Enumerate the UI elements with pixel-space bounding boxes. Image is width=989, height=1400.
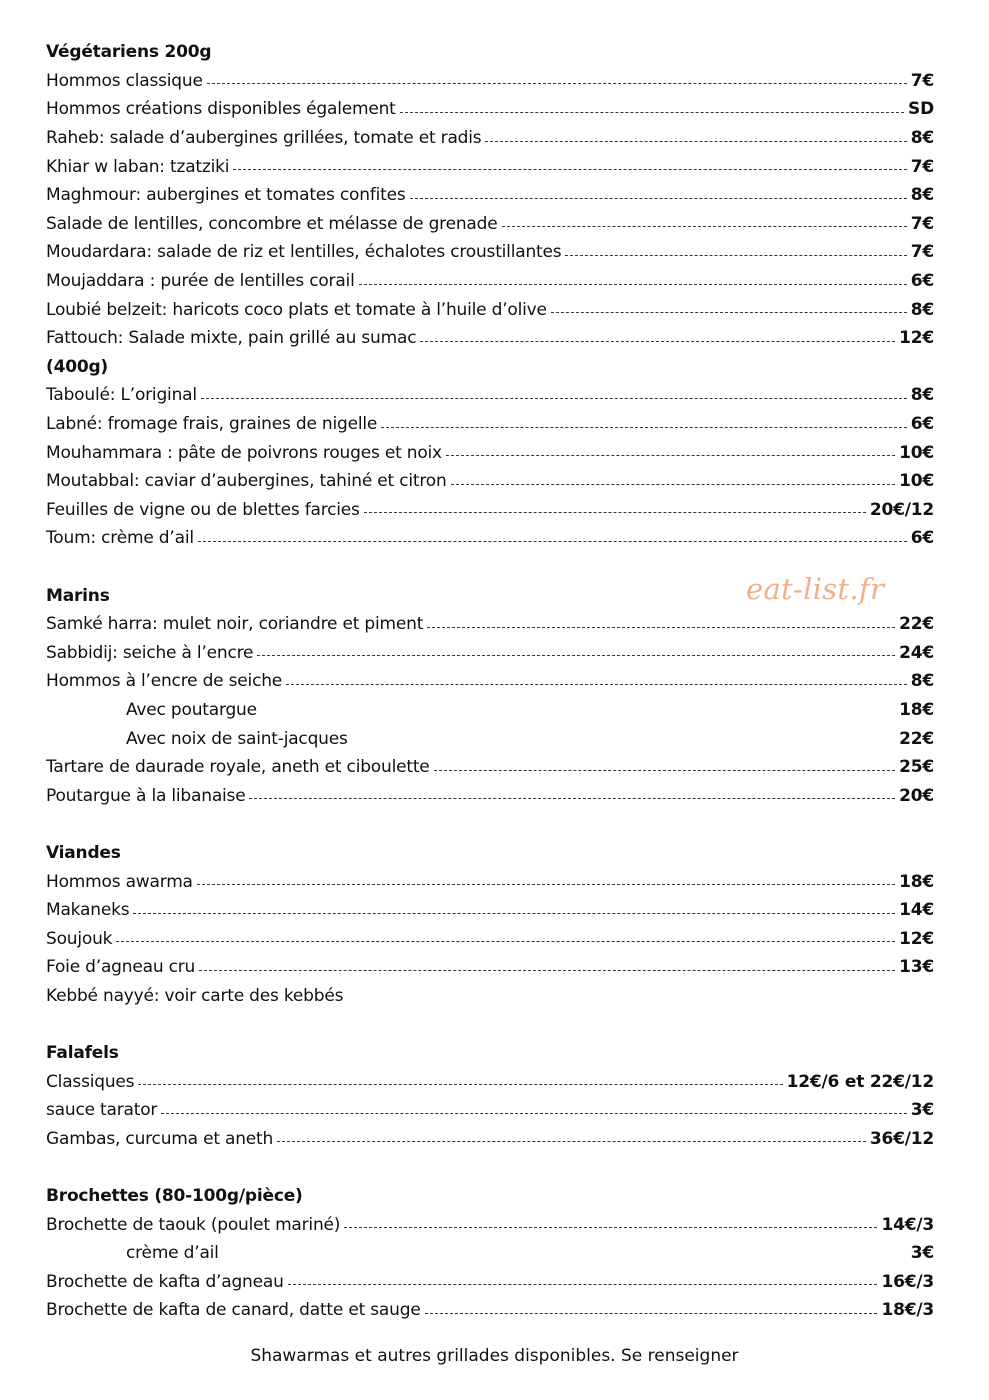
menu-item — [46, 982, 934, 1011]
item-label: Kebbé nayyé: voir carte des kebbés — [46, 985, 344, 1006]
item-price: 3€ — [910, 1243, 934, 1264]
item-price: 12€ — [899, 928, 934, 949]
item-label: Sabbidij: seiche à l’encre — [46, 642, 254, 663]
section-title-viandes: Viandes — [46, 842, 121, 863]
menu-item — [46, 124, 934, 153]
item-label: Brochette de kafta de canard, datte et sauge — [46, 1300, 421, 1321]
dotted-leader — [551, 312, 907, 313]
dotted-leader — [400, 112, 904, 113]
dotted-leader — [485, 141, 906, 142]
item-price: 6€ — [910, 414, 934, 435]
menu-item — [46, 1096, 934, 1125]
item-price: 7€ — [910, 213, 934, 234]
item-label: Classiques — [46, 1071, 135, 1092]
item-price: 20€/12 — [869, 499, 934, 520]
item-price: 7€ — [910, 70, 934, 91]
item-price: 22€ — [899, 728, 934, 749]
menu-item — [46, 924, 934, 953]
item-label: Labné: fromage frais, graines de nigelle — [46, 414, 378, 435]
item-price: 8€ — [910, 385, 934, 406]
menu-item — [46, 1125, 934, 1154]
menu-item — [46, 953, 934, 982]
dotted-leader — [116, 941, 895, 942]
item-label: Tartare de daurade royale, aneth et ciboulette — [46, 757, 430, 778]
menu-item — [46, 610, 934, 639]
menu-item — [46, 381, 934, 410]
item-label: Poutargue à la libanaise — [46, 785, 246, 806]
menu-item — [46, 295, 934, 324]
dotted-leader — [359, 284, 907, 285]
item-price: 8€ — [910, 671, 934, 692]
dotted-leader — [201, 398, 907, 399]
menu-item — [46, 181, 934, 210]
section-title-vegetariens: Végétariens 200g — [46, 42, 212, 63]
menu-item — [46, 667, 934, 696]
item-price: 3€ — [910, 1100, 934, 1121]
dotted-leader — [199, 970, 895, 971]
item-label: Moudardara: salade de riz et lentilles, échalotes croustillantes — [46, 242, 562, 263]
item-price: 20€ — [899, 785, 934, 806]
item-price: 14€ — [899, 900, 934, 921]
item-label: Brochette de taouk (poulet mariné) — [46, 1214, 341, 1235]
menu-item — [46, 324, 934, 353]
dotted-leader — [451, 484, 896, 485]
dotted-leader — [565, 255, 906, 256]
section-spacer — [46, 1010, 934, 1039]
item-price: 22€ — [899, 614, 934, 635]
item-price: 14€/3 — [881, 1214, 934, 1235]
dotted-leader — [344, 1227, 877, 1228]
dotted-leader — [364, 512, 866, 513]
item-price: 10€ — [899, 471, 934, 492]
menu-item — [46, 867, 934, 896]
item-label: sauce tarator — [46, 1100, 158, 1121]
item-price: 8€ — [910, 185, 934, 206]
item-price: 24€ — [899, 642, 934, 663]
menu-item-option — [46, 1239, 934, 1268]
item-label: Makaneks — [46, 900, 130, 921]
item-label: Toum: crème d’ail — [46, 528, 194, 549]
item-price: 12€ — [899, 328, 934, 349]
menu-item — [46, 1067, 934, 1096]
section-spacer — [46, 810, 934, 839]
menu-item — [46, 638, 934, 667]
section-subtitle: (400g) — [46, 356, 108, 377]
menu-item — [46, 1268, 934, 1297]
dotted-leader — [286, 684, 907, 685]
menu-item — [46, 95, 934, 124]
item-label: Fattouch: Salade mixte, pain grillé au sumac — [46, 328, 417, 349]
menu-item — [46, 524, 934, 553]
item-label: Avec noix de saint-jacques — [126, 728, 348, 749]
dotted-leader — [410, 198, 907, 199]
item-label: Hommos classique — [46, 70, 203, 91]
item-label: Loubié belzeit: haricots coco plats et tomate à l’huile d’olive — [46, 299, 547, 320]
dotted-leader — [257, 655, 895, 656]
watermark: eat-list.fr — [746, 572, 885, 606]
section-title-marins: Marins — [46, 585, 110, 606]
dotted-leader — [425, 1313, 878, 1314]
footer-note: Shawarmas et autres grillades disponibles. Se renseigner — [250, 1346, 739, 1366]
item-price: 6€ — [910, 528, 934, 549]
item-price: 8€ — [910, 128, 934, 149]
menu-item — [46, 496, 934, 525]
menu-item — [46, 1296, 934, 1325]
menu-item — [46, 781, 934, 810]
item-label: Soujouk — [46, 928, 113, 949]
item-price: 25€ — [899, 757, 934, 778]
menu-page — [46, 38, 934, 1325]
dotted-leader — [277, 1141, 866, 1142]
item-price: 6€ — [910, 271, 934, 292]
menu-item — [46, 896, 934, 925]
item-price: 18€ — [899, 699, 934, 720]
menu-item — [46, 238, 934, 267]
menu-item — [46, 467, 934, 496]
dotted-leader — [249, 798, 895, 799]
dotted-leader — [420, 341, 895, 342]
menu-item-option — [46, 696, 934, 725]
dotted-leader — [427, 627, 895, 628]
item-price: SD — [908, 99, 934, 120]
item-price: 16€/3 — [881, 1271, 934, 1292]
dotted-leader — [207, 83, 907, 84]
dotted-leader — [288, 1284, 878, 1285]
menu-item — [46, 152, 934, 181]
dotted-leader — [502, 226, 907, 227]
item-label: Feuilles de vigne ou de blettes farcies — [46, 499, 360, 520]
item-price: 13€ — [899, 957, 934, 978]
menu-item — [46, 210, 934, 239]
item-label: Raheb: salade d’aubergines grillées, tomate et radis — [46, 128, 482, 149]
menu-item — [46, 410, 934, 439]
item-label: crème d’ail — [126, 1243, 219, 1264]
dotted-leader — [434, 770, 896, 771]
item-price: 18€ — [899, 871, 934, 892]
item-label: Samké harra: mulet noir, coriandre et piment — [46, 614, 424, 635]
dotted-leader — [198, 541, 907, 542]
menu-item — [46, 267, 934, 296]
menu-item — [46, 753, 934, 782]
menu-item-option — [46, 724, 934, 753]
item-label: Mouhammara : pâte de poivrons rouges et noix — [46, 442, 442, 463]
item-label: Salade de lentilles, concombre et mélasse de grenade — [46, 213, 498, 234]
dotted-leader — [446, 455, 895, 456]
item-label: Taboulé: L’original — [46, 385, 197, 406]
item-price: 8€ — [910, 299, 934, 320]
dotted-leader — [233, 169, 906, 170]
section-title-falafels: Falafels — [46, 1043, 119, 1064]
item-price: 12€/6 et 22€/12 — [786, 1071, 934, 1092]
item-price: 18€/3 — [881, 1300, 934, 1321]
item-label: Gambas, curcuma et aneth — [46, 1128, 274, 1149]
item-label: Moujaddara : purée de lentilles corail — [46, 271, 355, 292]
item-label: Hommos awarma — [46, 871, 193, 892]
dotted-leader — [161, 1113, 907, 1114]
item-price: 7€ — [910, 156, 934, 177]
item-label: Maghmour: aubergines et tomates confites — [46, 185, 406, 206]
menu-item — [46, 1210, 934, 1239]
item-label: Hommos à l’encre de seiche — [46, 671, 283, 692]
item-price: 10€ — [899, 442, 934, 463]
item-label: Moutabbal: caviar d’aubergines, tahiné et citron — [46, 471, 447, 492]
dotted-leader — [138, 1084, 782, 1085]
item-label: Avec poutargue — [126, 699, 257, 720]
menu-item — [46, 438, 934, 467]
dotted-leader — [133, 913, 895, 914]
item-label: Brochette de kafta d’agneau — [46, 1271, 284, 1292]
dotted-leader — [197, 884, 895, 885]
item-price: 36€/12 — [869, 1128, 934, 1149]
menu-item — [46, 67, 934, 96]
item-label: Hommos créations disponibles également — [46, 99, 396, 120]
section-spacer — [46, 553, 934, 582]
item-label: Foie d’agneau cru — [46, 957, 196, 978]
item-price: 7€ — [910, 242, 934, 263]
section-title-brochettes: Brochettes (80-100g/pièce) — [46, 1186, 303, 1207]
section-spacer — [46, 1153, 934, 1182]
dotted-leader — [381, 427, 907, 428]
item-label: Khiar w laban: tzatziki — [46, 156, 230, 177]
